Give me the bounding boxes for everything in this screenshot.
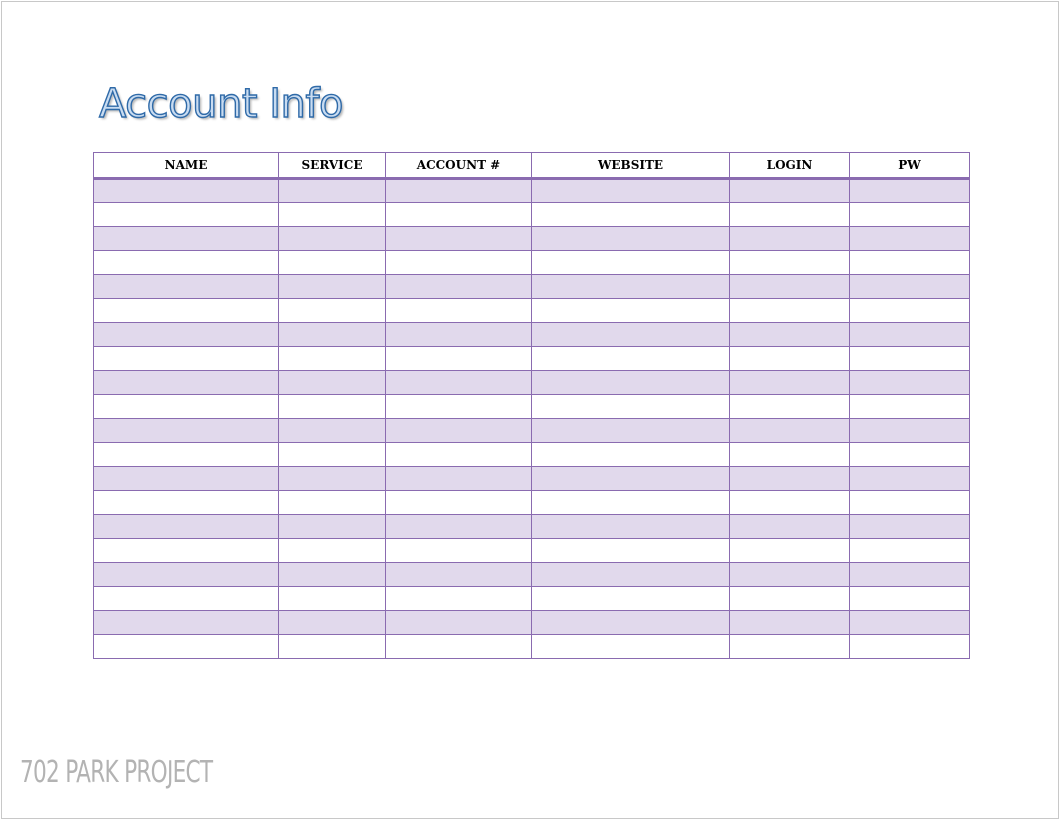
table-row xyxy=(94,539,970,563)
table-cell-service xyxy=(279,563,386,587)
table-cell-account-number xyxy=(386,515,532,539)
table-row xyxy=(94,419,970,443)
table-row xyxy=(94,275,970,299)
table-cell-website xyxy=(532,419,730,443)
table-cell-pw xyxy=(850,419,970,443)
table-cell-login xyxy=(730,419,850,443)
table-cell-account-number xyxy=(386,203,532,227)
table-cell-pw xyxy=(850,395,970,419)
table-cell-service xyxy=(279,323,386,347)
table-cell-login xyxy=(730,299,850,323)
table-cell-account-number xyxy=(386,539,532,563)
table-cell-name xyxy=(94,539,279,563)
table-cell-service xyxy=(279,227,386,251)
table-cell-name xyxy=(94,203,279,227)
table-cell-name xyxy=(94,227,279,251)
table-cell-account-number xyxy=(386,275,532,299)
table-cell-account-number xyxy=(386,323,532,347)
table-cell-service xyxy=(279,395,386,419)
table-cell-login xyxy=(730,275,850,299)
table-cell-name xyxy=(94,587,279,611)
table-cell-account-number xyxy=(386,299,532,323)
table-row xyxy=(94,467,970,491)
table-cell-pw xyxy=(850,371,970,395)
table-row xyxy=(94,347,970,371)
table-cell-pw xyxy=(850,611,970,635)
table-cell-service xyxy=(279,299,386,323)
table-cell-login xyxy=(730,323,850,347)
table-row xyxy=(94,395,970,419)
table-cell-service xyxy=(279,515,386,539)
column-header-account-number: ACCOUNT # xyxy=(386,153,532,179)
table-cell-name xyxy=(94,491,279,515)
table-cell-login xyxy=(730,251,850,275)
table-cell-login xyxy=(730,587,850,611)
table-cell-login xyxy=(730,371,850,395)
table-cell-website xyxy=(532,251,730,275)
table-row xyxy=(94,443,970,467)
table-cell-login xyxy=(730,395,850,419)
table-cell-account-number xyxy=(386,443,532,467)
table-cell-name xyxy=(94,299,279,323)
table-cell-service xyxy=(279,347,386,371)
table-row xyxy=(94,563,970,587)
table-cell-account-number xyxy=(386,395,532,419)
table-row xyxy=(94,371,970,395)
table-cell-website xyxy=(532,395,730,419)
table-cell-pw xyxy=(850,635,970,659)
table-row xyxy=(94,515,970,539)
table-cell-website xyxy=(532,611,730,635)
table-cell-account-number xyxy=(386,491,532,515)
table-cell-account-number xyxy=(386,179,532,203)
table-cell-name xyxy=(94,515,279,539)
table-row xyxy=(94,227,970,251)
table-cell-service xyxy=(279,443,386,467)
table-cell-login xyxy=(730,443,850,467)
table-cell-login xyxy=(730,179,850,203)
table-cell-login xyxy=(730,515,850,539)
table-cell-pw xyxy=(850,587,970,611)
table-cell-name xyxy=(94,323,279,347)
account-table xyxy=(93,152,970,659)
table-row xyxy=(94,203,970,227)
table-cell-name xyxy=(94,251,279,275)
table-cell-service xyxy=(279,635,386,659)
table-cell-website xyxy=(532,587,730,611)
table-row xyxy=(94,323,970,347)
table-cell-service xyxy=(279,179,386,203)
table-cell-name xyxy=(94,635,279,659)
table-cell-website xyxy=(532,299,730,323)
table-cell-website xyxy=(532,371,730,395)
table-row xyxy=(94,587,970,611)
table-cell-service xyxy=(279,251,386,275)
table-cell-login xyxy=(730,611,850,635)
table-row xyxy=(94,251,970,275)
table-cell-service xyxy=(279,275,386,299)
table-cell-service xyxy=(279,611,386,635)
table-cell-website xyxy=(532,635,730,659)
table-cell-login xyxy=(730,539,850,563)
page-title: Account Info xyxy=(99,81,343,127)
table-cell-website xyxy=(532,203,730,227)
table-cell-account-number xyxy=(386,371,532,395)
column-header-website: WEBSITE xyxy=(532,153,730,179)
table-cell-pw xyxy=(850,299,970,323)
table-cell-pw xyxy=(850,179,970,203)
table-cell-pw xyxy=(850,275,970,299)
column-header-pw: PW xyxy=(850,153,970,179)
table-cell-website xyxy=(532,539,730,563)
table-row xyxy=(94,611,970,635)
table-cell-service xyxy=(279,371,386,395)
table-cell-website xyxy=(532,323,730,347)
table-cell-login xyxy=(730,227,850,251)
table-cell-service xyxy=(279,467,386,491)
table-cell-website xyxy=(532,347,730,371)
table-cell-pw xyxy=(850,323,970,347)
table-cell-pw xyxy=(850,467,970,491)
table-cell-login xyxy=(730,635,850,659)
table-cell-name xyxy=(94,611,279,635)
table-cell-name xyxy=(94,467,279,491)
table-cell-name xyxy=(94,371,279,395)
table-cell-name xyxy=(94,563,279,587)
table-cell-website xyxy=(532,443,730,467)
table-cell-pw xyxy=(850,491,970,515)
table-cell-pw xyxy=(850,515,970,539)
table-header-row xyxy=(94,153,970,179)
table-cell-name xyxy=(94,443,279,467)
table-cell-website xyxy=(532,563,730,587)
table-cell-account-number xyxy=(386,419,532,443)
column-header-name: NAME xyxy=(94,153,279,179)
table-cell-website xyxy=(532,275,730,299)
table-cell-name xyxy=(94,419,279,443)
table-cell-login xyxy=(730,203,850,227)
table-cell-service xyxy=(279,419,386,443)
table-cell-pw xyxy=(850,539,970,563)
table-cell-pw xyxy=(850,251,970,275)
table-cell-account-number xyxy=(386,347,532,371)
table-cell-website xyxy=(532,491,730,515)
table-cell-pw xyxy=(850,227,970,251)
table-row xyxy=(94,635,970,659)
table-cell-account-number xyxy=(386,611,532,635)
table-cell-service xyxy=(279,491,386,515)
table-row xyxy=(94,299,970,323)
table-cell-name xyxy=(94,179,279,203)
table-cell-pw xyxy=(850,563,970,587)
table-cell-login xyxy=(730,467,850,491)
table-cell-login xyxy=(730,563,850,587)
column-header-login: LOGIN xyxy=(730,153,850,179)
table-cell-website xyxy=(532,227,730,251)
table-cell-service xyxy=(279,539,386,563)
table-cell-name xyxy=(94,395,279,419)
table-cell-login xyxy=(730,491,850,515)
table-cell-name xyxy=(94,275,279,299)
table-cell-account-number xyxy=(386,587,532,611)
table-cell-login xyxy=(730,347,850,371)
table-cell-website xyxy=(532,467,730,491)
table-cell-account-number xyxy=(386,251,532,275)
table-cell-service xyxy=(279,587,386,611)
table-row xyxy=(94,491,970,515)
table-cell-account-number xyxy=(386,467,532,491)
table-body xyxy=(94,179,970,659)
footer-brand: 702 PARK PROJECT xyxy=(20,755,213,790)
table-cell-name xyxy=(94,347,279,371)
table-cell-pw xyxy=(850,443,970,467)
table-cell-account-number xyxy=(386,227,532,251)
table-cell-website xyxy=(532,515,730,539)
table-row xyxy=(94,179,970,203)
table-cell-pw xyxy=(850,347,970,371)
column-header-service: SERVICE xyxy=(279,153,386,179)
table-cell-account-number xyxy=(386,563,532,587)
table-cell-website xyxy=(532,179,730,203)
table-cell-service xyxy=(279,203,386,227)
table-cell-pw xyxy=(850,203,970,227)
table-cell-account-number xyxy=(386,635,532,659)
